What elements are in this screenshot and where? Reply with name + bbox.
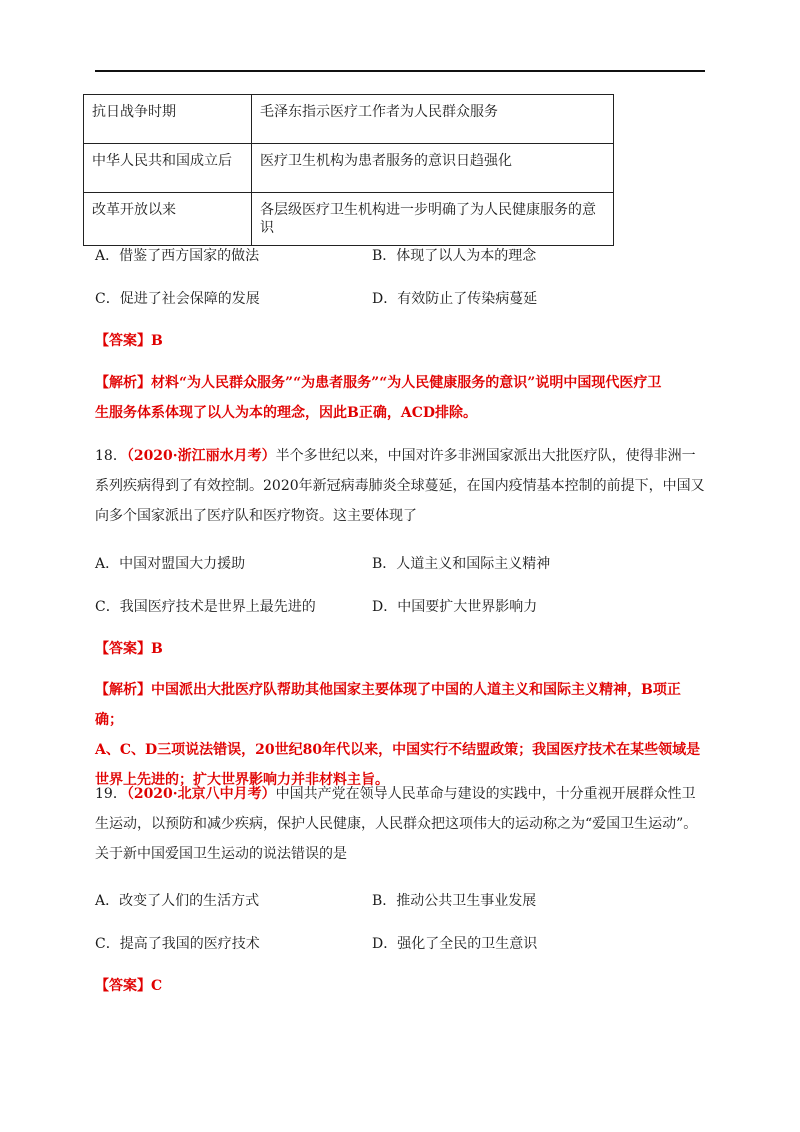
table-cell-period: 抗日战争时期 xyxy=(84,95,252,144)
history-table xyxy=(83,94,614,246)
table-row xyxy=(84,95,614,144)
q17-option-d: D．有效防止了传染病蔓延 xyxy=(372,291,538,307)
q19-stem-line-1: 中国共产党在领导人民革命与建设的实践中，十分重视开展群众性卫 xyxy=(275,786,696,802)
q17-analysis xyxy=(95,368,707,428)
q18-source: （2020·浙江丽水月考） xyxy=(126,448,276,464)
q18-stem-line-1: 半个多世纪以来，中国对许多非洲国家派出大批医疗队，使得非洲一 xyxy=(275,448,696,464)
q18-option-c: C．我国医疗技术是世界上最先进的 xyxy=(95,599,316,615)
q18-option-b: B．人道主义和国际主义精神 xyxy=(372,556,551,572)
table-row xyxy=(84,144,614,193)
q17-answer: 【答案】B xyxy=(95,333,163,349)
q17-option-c: C．促进了社会保障的发展 xyxy=(95,291,260,307)
q18-option-d: D．中国要扩大世界影响力 xyxy=(372,599,538,615)
table-cell-content: 医疗卫生机构为患者服务的意识日趋强化 xyxy=(252,144,614,193)
q19-option-c: C．提高了我国的医疗技术 xyxy=(95,936,260,952)
table-cell-content: 各层级医疗卫生机构进一步明确了为人民健康服务的意识 xyxy=(252,193,614,246)
q18-stem xyxy=(95,441,707,531)
q18-number: 18． xyxy=(95,448,127,464)
q19-source: （2020·北京八中月考） xyxy=(126,786,276,802)
header-rule xyxy=(95,70,705,72)
q19-stem-line-3: 关于新中国爱国卫生运动的说法错误的是 xyxy=(95,846,347,862)
q17-option-b: B．体现了以人为本的理念 xyxy=(372,248,537,264)
q17-option-a: A．借鉴了西方国家的做法 xyxy=(95,248,260,264)
q18-analysis-line-3: 世界上先进的；扩大世界影响力并非材料主旨。 xyxy=(95,772,389,788)
q19-option-b: B．推动公共卫生事业发展 xyxy=(372,893,537,909)
q19-stem xyxy=(95,779,707,869)
q19-answer: 【答案】C xyxy=(95,978,163,994)
q18-stem-line-2: 系列疾病得到了有效控制。2020年新冠病毒肺炎全球蔓延，在国内疫情基本控制的前提下，中国又 xyxy=(95,478,705,494)
q19-option-d: D．强化了全民的卫生意识 xyxy=(372,936,538,952)
table-cell-period: 中华人民共和国成立后 xyxy=(84,144,252,193)
table-row xyxy=(84,193,614,246)
q18-answer: 【答案】B xyxy=(95,641,163,657)
q17-analysis-line-1: 【解析】材料“为人民群众服务”“为患者服务”“为人民健康服务的意识”说明中国现代医疗卫 xyxy=(95,375,662,391)
q18-option-a: A．中国对盟国大力援助 xyxy=(95,556,246,572)
q19-stem-line-2: 生运动，以预防和减少疾病，保护人民健康，人民群众把这项伟大的运动称之为“爱国卫生运动”。 xyxy=(95,816,698,832)
table-cell-period: 改革开放以来 xyxy=(84,193,252,246)
q18-analysis xyxy=(95,675,707,795)
q18-stem-line-3: 向多个国家派出了医疗队和医疗物资。这主要体现了 xyxy=(95,508,417,524)
table-cell-content: 毛泽东指示医疗工作者为人民群众服务 xyxy=(252,95,614,144)
q18-analysis-line-1: 【解析】中国派出大批医疗队帮助其他国家主要体现了中国的人道主义和国际主义精神，B项正确； xyxy=(95,682,681,728)
q19-number: 19． xyxy=(95,786,127,802)
q19-option-a: A．改变了人们的生活方式 xyxy=(95,893,260,909)
q18-analysis-line-2: A、C、D三项说法错误，20世纪80年代以来，中国实行不结盟政策；我国医疗技术在某些领域是 xyxy=(95,742,701,758)
q17-analysis-line-2: 生服务体系体现了以人为本的理念，因此B正确，ACD排除。 xyxy=(95,405,477,421)
